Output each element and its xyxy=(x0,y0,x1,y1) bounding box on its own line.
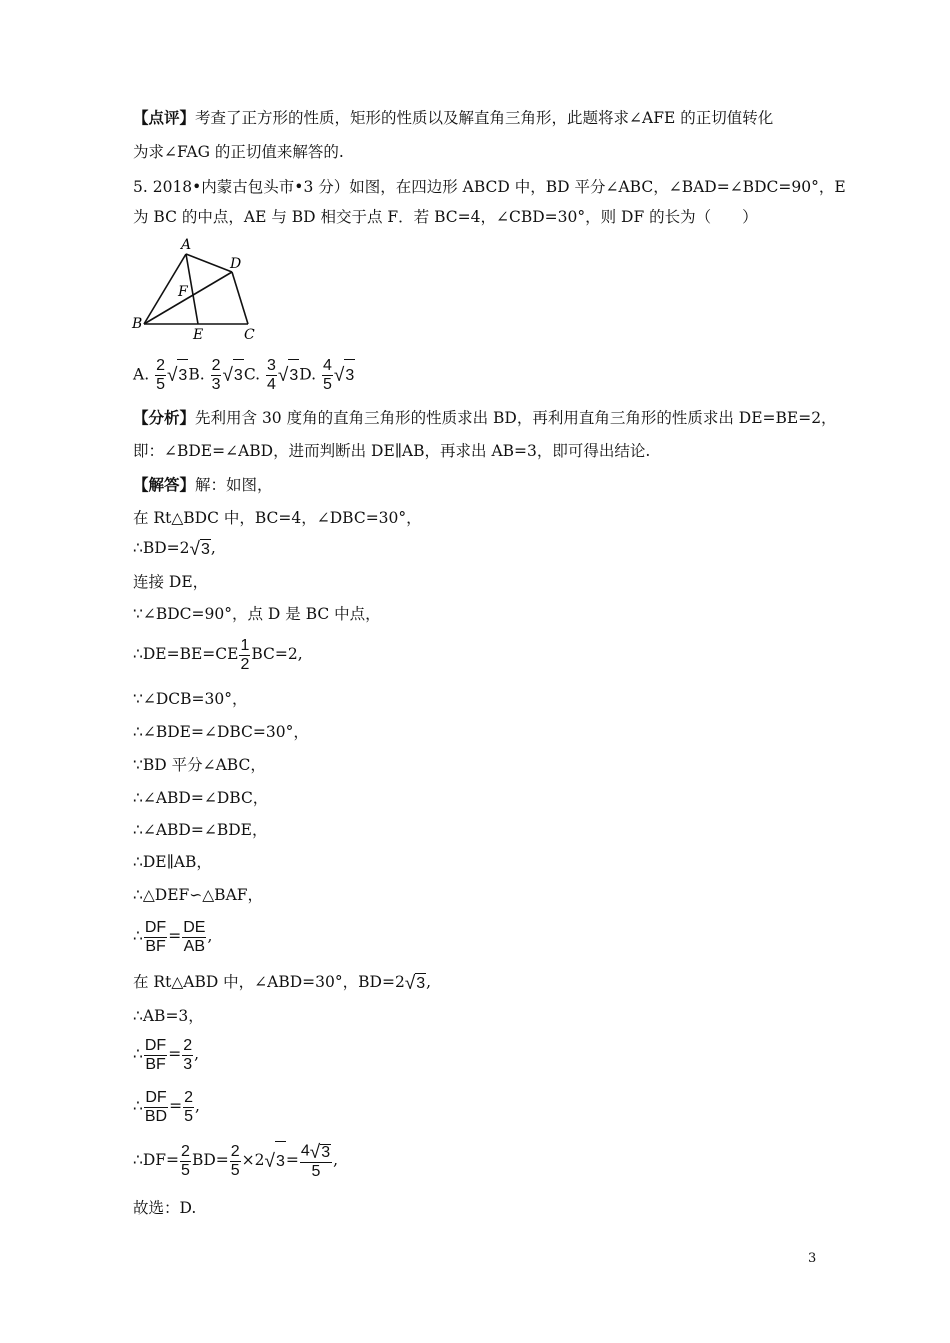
sqrt-expression: √3 xyxy=(309,1142,331,1163)
answer-options: A. $\frac{2}{5}$ √3B. $\frac{2}{3}$ √3C. $\frac{3}{4}$ √3D. $\frac{4}{5}$ √3 xyxy=(133,357,355,393)
solution-step-13: ∴ $\frac{DF}{BF}$ = $\frac{DE}{AB}$ , xyxy=(133,918,213,955)
analysis-tag: 【分析】 xyxy=(133,408,196,427)
solution-step-15: ∴AB=3， xyxy=(133,1007,204,1025)
solution-step-17: ∴ $\frac{DF}{BD}$ = $\frac{2}{5}$ , xyxy=(133,1088,200,1125)
sqrt-expression: √3 xyxy=(404,972,426,994)
solution-step-6: ∵∠DCB=30°， xyxy=(133,690,248,708)
label-b: B xyxy=(132,316,143,332)
fraction: $\frac{2}{5}$ xyxy=(181,1142,190,1179)
segment-ae xyxy=(186,254,198,324)
solution-step-14: 在 Rt△ABD 中，∠ABD=30°，BD=2√3, xyxy=(133,972,432,994)
sqrt-expression: √3 xyxy=(189,538,210,560)
label-f: F xyxy=(178,284,188,300)
geometry-figure xyxy=(130,236,270,346)
solution-step-7: ∴∠BDE=∠DBC=30°， xyxy=(133,723,309,741)
solution-conclusion: 故选：D. xyxy=(133,1199,197,1217)
solution-tag: 【解答】 xyxy=(133,475,196,494)
solution-step-1: 在 Rt△BDC 中，BC=4，∠DBC=30°， xyxy=(133,509,422,527)
sqrt-expression: √3 xyxy=(265,1141,286,1182)
page-number: 3 xyxy=(808,1251,817,1266)
solution-step-16: ∴ $\frac{DF}{BF}$ = $\frac{2}{3}$ , xyxy=(133,1036,200,1073)
fraction: $\frac{2}{3}$ xyxy=(183,1036,193,1073)
segment-bd xyxy=(144,272,232,324)
label-a: A xyxy=(181,237,192,253)
solution-step-2: ∴BD=2√3, xyxy=(133,538,216,560)
option-a-prefix: A. xyxy=(133,365,155,384)
fraction: $\frac{DE}{AB}$ xyxy=(183,918,206,955)
fraction: $\frac{DF}{BF}$ xyxy=(144,918,167,955)
fraction: $\frac{DF}{BF}$ xyxy=(144,1036,167,1073)
solution-step-10: ∴∠ABD=∠BDE， xyxy=(133,821,268,839)
label-e: E xyxy=(193,327,204,343)
option-c-fraction: $\frac{3}{4}$ xyxy=(266,357,276,393)
fraction: $\frac{2}{5}$ xyxy=(184,1088,194,1125)
option-b-fraction: $\frac{2}{3}$ xyxy=(211,357,221,393)
label-c: C xyxy=(244,327,255,343)
segment-cd xyxy=(232,272,248,324)
analysis-line-2: 即：∠BDE=∠ABD，进而判断出 DE∥AB，再求出 AB=3，即可得出结论. xyxy=(133,442,651,460)
solution-step-9: ∴∠ABD=∠DBC， xyxy=(133,789,269,807)
option-c-sqrt: √3 xyxy=(278,359,299,392)
option-a-sqrt: √3 xyxy=(167,359,188,392)
option-d-sqrt: √3 xyxy=(334,359,355,392)
solution-step-8: ∵BD 平分∠ABC， xyxy=(133,756,266,774)
fraction: $\frac{1}{2}$ xyxy=(240,636,250,673)
solution-step-12: ∴△DEF∽△BAF， xyxy=(133,886,264,904)
fraction: $\frac{4√3}{5}$ xyxy=(300,1142,331,1180)
solution-step-5: ∴DE=BE=CE $\frac{1}{2}$ BC=2, xyxy=(133,636,303,673)
solution-step-11: ∴DE∥AB， xyxy=(133,853,212,871)
analysis-line-1 xyxy=(133,408,837,428)
fraction: $\frac{2}{5}$ xyxy=(230,1142,240,1179)
comment-line-1 xyxy=(133,108,773,128)
solution-step-18: ∴DF= $\frac{2}{5}$ BD= $\frac{2}{5}$ ×2√3= $\frac{4√3}{5}$ , xyxy=(133,1142,339,1180)
segment-da xyxy=(186,254,232,272)
option-b-sqrt: √3 xyxy=(222,359,243,392)
solution-step-3: 连接 DE， xyxy=(133,573,209,591)
comment-line-2: 为求∠FAG 的正切值来解答的. xyxy=(133,143,344,161)
solution-step-4: ∵∠BDC=90°，点 D 是 BC 中点， xyxy=(133,605,381,623)
option-d-fraction: $\frac{4}{5}$ xyxy=(322,357,332,393)
label-d: D xyxy=(230,256,242,272)
problem-line-2: 为 BC 的中点，AE 与 BD 相交于点 F．若 BC=4，∠CBD=30°，则 DF 的长为（ ） xyxy=(133,208,758,226)
option-a-fraction: $\frac{2}{5}$ xyxy=(156,357,165,393)
fraction: $\frac{DF}{BD}$ xyxy=(144,1088,168,1125)
comment-tag: 【点评】 xyxy=(133,108,196,127)
problem-line-1: 5. 2018•内蒙古包头市•3 分）如图，在四边形 ABCD 中，BD 平分∠ABC，∠BAD=∠BDC=90°，E xyxy=(133,178,846,196)
solution-intro: 【解答】解：如图， xyxy=(133,475,273,494)
comment-text: 考查了正方形的性质，矩形的性质以及解直角三角形，此题将求∠AFE 的正切值转化 xyxy=(195,109,774,127)
analysis-text: 先利用含 30 度角的直角三角形的性质求出 BD，再利用直角三角形的性质求出 DE=BE=2， xyxy=(195,409,837,427)
